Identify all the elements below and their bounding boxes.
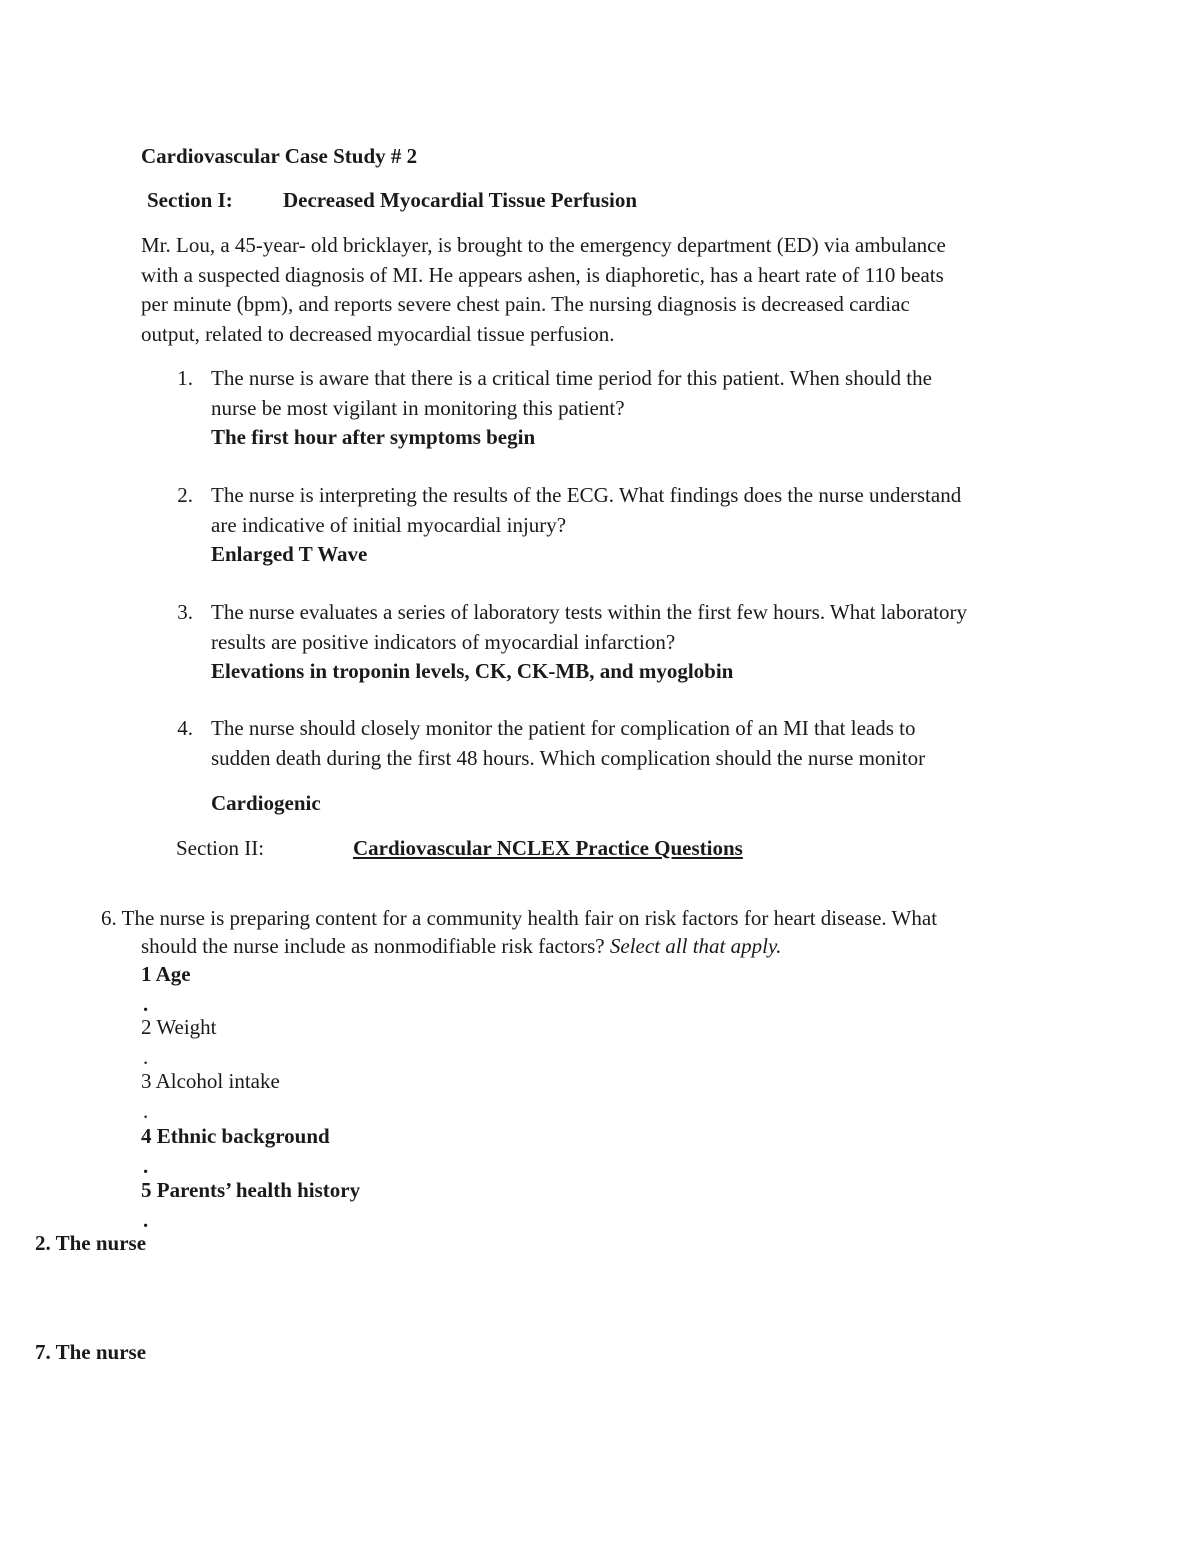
- question-line: are indicative of initial myocardial injury?: [211, 512, 567, 537]
- question-2-answer: Enlarged T Wave: [211, 542, 368, 566]
- question-1: [211, 364, 932, 453]
- section2-heading: Cardiovascular NCLEX Practice Questions: [353, 836, 743, 860]
- option-5-dot: .: [143, 1208, 149, 1232]
- option-4-selected: 4 Ethnic background: [141, 1124, 330, 1148]
- question-2-number: 2.: [177, 483, 193, 507]
- option-4-dot: .: [143, 1154, 149, 1178]
- question-line: results are positive indicators of myocardial infarction?: [211, 629, 676, 654]
- question-6-line2-text: should the nurse include as nonmodifiable risk factors?: [141, 934, 605, 958]
- option-3: 3 Alcohol intake: [141, 1069, 280, 1093]
- intro-line: Mr. Lou, a 45-year- old bricklayer, is brought to the emergency department (ED) via ambulance: [141, 233, 946, 257]
- intro-line: per minute (bpm), and reports severe chest pain. The nursing diagnosis is decreased cardiac: [141, 292, 910, 316]
- section1-label: Section I:: [147, 188, 233, 212]
- question-line: The nurse is aware that there is a critical time period for this patient. When should the: [211, 366, 932, 390]
- question-line: The nurse should closely monitor the patient for complication of an MI that leads to: [211, 716, 916, 740]
- question-4: [211, 714, 925, 773]
- trailing-question-2: 2. The nurse: [35, 1231, 147, 1255]
- trailing-question-7: 7. The nurse: [35, 1340, 147, 1364]
- question-3-answer: Elevations in troponin levels, CK, CK-MB, and myoglobin: [211, 659, 734, 683]
- option-2-dot: .: [143, 1045, 149, 1069]
- option-1-dot: .: [143, 992, 149, 1016]
- question-line: The nurse is interpreting the results of the ECG. What findings does the nurse understand: [211, 483, 962, 507]
- option-1-selected: 1 Age: [141, 962, 191, 986]
- question-6-instruction: Select all that apply.: [609, 934, 782, 958]
- question-2: [211, 481, 961, 570]
- option-2: 2 Weight: [141, 1015, 217, 1039]
- question-3: [211, 598, 967, 687]
- question-6-line2: [141, 932, 781, 961]
- option-3-dot: .: [143, 1099, 149, 1123]
- question-3-number: 3.: [177, 600, 193, 624]
- option-5-selected: 5 Parents’ health history: [141, 1178, 361, 1202]
- section1-heading: Decreased Myocardial Tissue Perfusion: [283, 188, 638, 212]
- intro-paragraph: [141, 231, 1081, 349]
- intro-line: output, related to decreased myocardial tissue perfusion.: [141, 321, 615, 346]
- document-title: Cardiovascular Case Study # 2: [141, 144, 418, 168]
- intro-line: with a suspected diagnosis of MI. He appears ashen, is diaphoretic, has a heart rate of 110 beats: [141, 262, 944, 287]
- question-line: sudden death during the first 48 hours. Which complication should the nurse monitor: [211, 745, 926, 770]
- question-6-lead: 6. The nurse is preparing content for a community health fair on risk factors for heart disease. What: [101, 906, 938, 930]
- question-1-number: 1.: [177, 366, 193, 390]
- question-1-answer: The first hour after symptoms begin: [211, 425, 536, 449]
- section2-label: Section II:: [176, 836, 265, 860]
- question-4-number: 4.: [177, 716, 193, 740]
- question-line: nurse be most vigilant in monitoring this patient?: [211, 395, 625, 420]
- question-4-answer: Cardiogenic: [211, 791, 321, 815]
- question-line: The nurse evaluates a series of laboratory tests within the first few hours. What laboratory: [211, 600, 967, 624]
